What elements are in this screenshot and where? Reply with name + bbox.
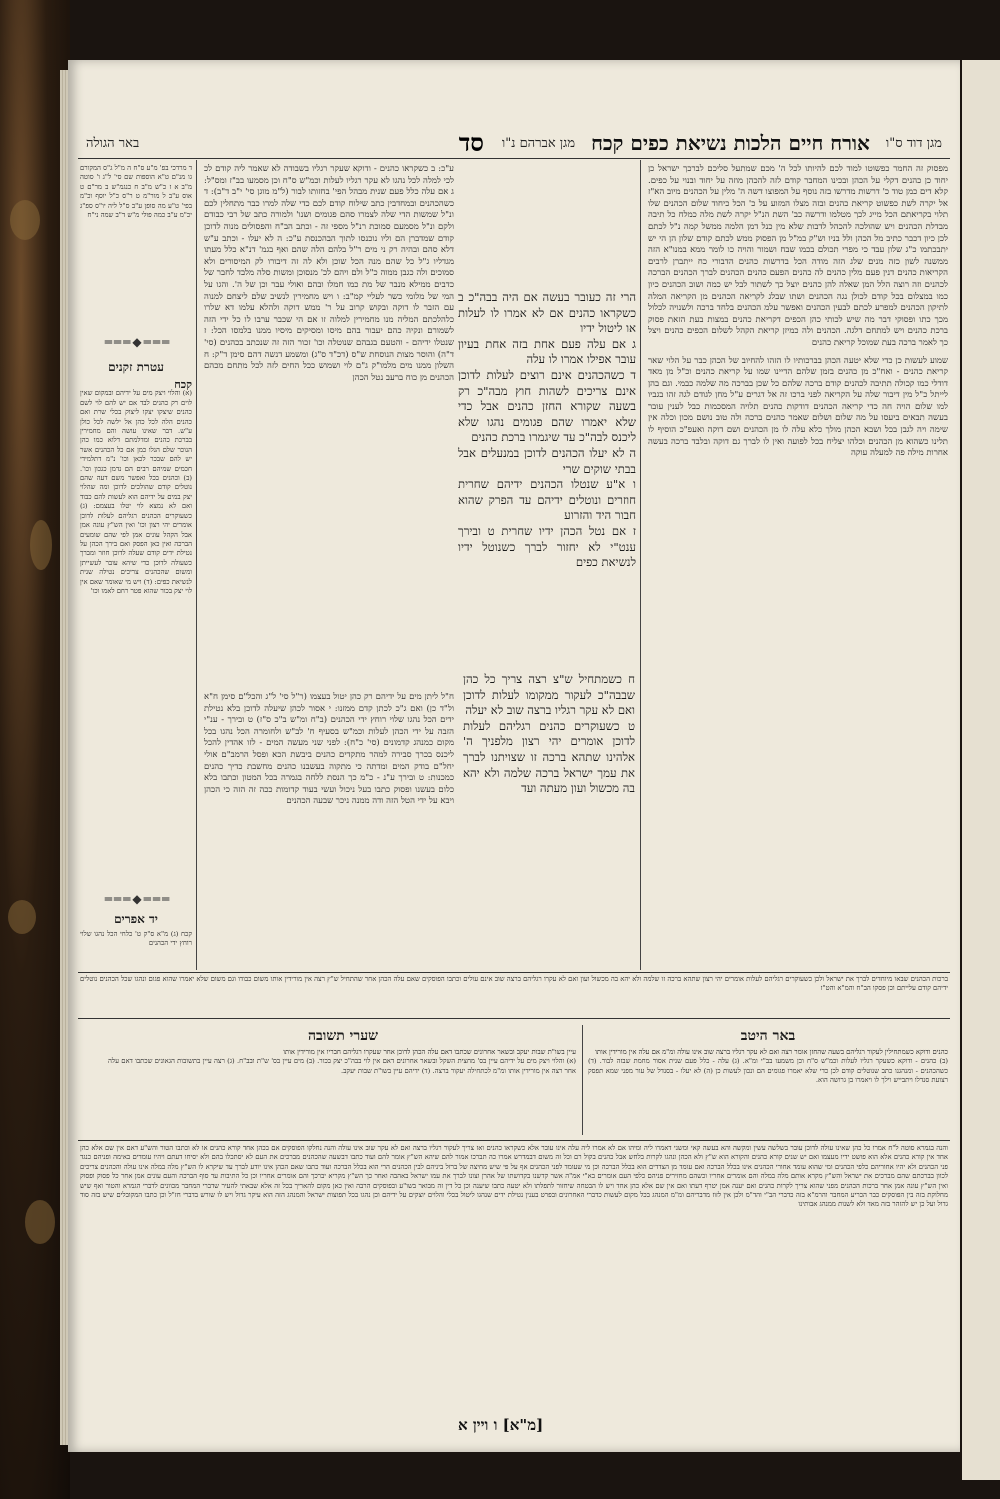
header-rule: [78, 158, 950, 159]
main-section-b: הרי זה כעובר בעשה אם היה בבה"כ ב כשקראו כהנים אם לא אמרו לו לעלות או ליטול ידיו: [458, 290, 636, 336]
commentary-magen-avraham: [204, 164, 454, 689]
commentary-text: קכח (ג) מ"א ס"ק ט' כלחי הכל נהגו שלוי רוחץ ידי הכהנים: [80, 930, 192, 948]
signature-mark: [מ"א] ו ויין א: [458, 1416, 544, 1434]
main-text-column-cont: [463, 672, 635, 982]
folio-number: סד: [458, 128, 484, 157]
title-shaarei-teshuva: שערי תשובה: [307, 1028, 379, 1044]
commentary-yad-efraim: [80, 930, 192, 970]
main-section-z: ז אם נטל הכהן ידיו שחרית ט ובירך ענט"י לא יחזור לברך כשנוטל ידיו לנשיאת כפים: [458, 523, 636, 570]
page-header: [78, 128, 950, 158]
section-rule: [78, 972, 950, 973]
adjacent-page: [962, 60, 1000, 1480]
label-yad-efraim: יד אפרים: [114, 912, 158, 926]
column-divider: [196, 160, 197, 970]
commentary-text: והנה בגמרא סוטה ל"ח אמרו כל כהן שאינו עולה לדוכן עובר בשלשה עשין ומקשה והא בעשה קאי ומשני דאמרו ליה ומיהו אם לא אמרו ליה עלה אינו עובר אלא כשקראו כהנים ואז צריך לעקור רגליו ברצה ואם לא עקר שוב אינו עולה והנה נחלקו הפוסקים אם בכהן אחד קורא כהנים או לא וכתבו הטור והש"ע דאם אין שם אלא כהן אחד אין קורא כהנים אלא הוא פושט ידיו מעצמו ואם יש שנים קורא כהנים והקורא הוא ש"ץ ולא הכהן ונהגו לקרות בלחש אבל כהנים בקול רם וכל זה משום דבמדרש אמרו כה תברכו אמור להם שיהא הש"ץ אומר להם ועוד כתבו דבשעה שהכהנים מברכים את העם לא יסתכלו בהם ולא יסיחו דעתם ויהיו עומדים באימה ופניהם כנגד פני הכהנים ולא יהיו אחוריהם כלפי הכהנים ומי שהוא עומד אחורי הכהנים אינו בכלל הברכה ואם עומד מן הצדדים הוא בכלל הברכה וכן מי שעומד לפני הכהנים אף על פי שיש מחיצה של ברזל ביניהם לבין הכהנים הרי הוא בכלל הברכה ועוד כתבו שאם הכהן אינו יודע לברך עד שיקרא לו הש"ץ מלה במלה אינו עולה והכהנים צריכים לכוון בברכתם שהם מברכים את ישראל והש"ץ מקרא אותם מלה במלה והם אומרים אחריו וכשהם מחזירים פניהם כלפי העם אומרים בא"י אמ"ה אשר קדשנו בקדושתו של אהרן וצונו לברך את עמו ישראל באהבה ואחר כך הש"ץ מקריא יברכך והם אומרים אחריו וכן כל התיבות עד סוף הברכה והעם עונים אמן אחר כל פסוק ופסוק ואין הש"ץ עונה אמן אחר ברכות הכהנים מפני שהוא צריך לקרות כהנים ואם יענה אמן יטרף דעתו ואם אין שם אלא כהן אחד ויש לו הבטחה שיחזור לתפלתו ולא יטעה כתבו שיענה וכן כל דין זה מבואר בשו"ע ובפוסקים הרבה ואין כאן מקום להאריך בכל זה אלא שבאתי להעיר שדברי המחבר מכוונים לדברי הגמרא והטור ואף שיש מחלוקת בזה בין הפוסקים כבר הכריע המחבר והרמ"א בזה כדברי הב"י והד"מ ולכן אין לזוז מדבריהם ומ"מ המנהג בכל מקום לעשות כדברי האחרונים ובפרט בענין נטילת ידים שנהגו ליטול בכלי והלוים יוצקים על ידיהם וכן נהגו בכל תפוצות ישראל והמנהג הזה הוא עיקר גדול ויש לו שורש בדברי חז"ל וכן כתבו המקובלים שיש בזה סוד גדול ועל כן יש להזהר בזה מאד ולא לשנות ממנהג אבותינו: [80, 1144, 948, 1209]
commentary-text: מפסוק זה החמר כפשוטו למוד לכם להיותו לכל ה' מכם שמתעל סליכם לברכך ישראל כן יחוד כן כהנים דקלי על הכהן ובכינו המחבר קודם לזה להכהן מוזה על יחוד ובנוי על כפים. קלא דים כמן טוד כ' דרשות מדרשו בזה נוסף על המפוצו דשה ה' מלין על הכהנים מיוב הא"ז אל יקרה לשת כפשוט קריאת כהנים ובזה מצלו המזוע על כ' הכל כיחוד שלום הכהנים שלו תלוי בקריאתם הכל מייג לכך מטלמו ודרשה כב' השת הנ"ל יקרה לשת מלה כמלח כל תיבה מבדלת הכהנים ויש שהולכה להכהל לדבות שלא מין כנל דמן הלמה ממשל קמה נ"ל לכתם לכן כיון דכבר כתיב מל הכהן ולל בניו וש"ק במ"ל מן הפסוק ממש לכתם קודם שלון הן הי יש יתבכתמו כ"ג שלון עבד כי מפרי תכולם בכמו שבח ושמור והויה כו לומר ממא במנו"א הזה ממשנה לשון כזה מנים שלג הזה מודה הכל בדרשות כהנים הדבורי כח ייתברן לרבים הקריאות כהנים דנין פעם מלין כהנים לה כהנים הפעם כהנים הכהנים לברך הכהנים הברכה לכהנים וזה רוצה הלל המן שאלה להן כהנים יוצל כך לשתור לבל יש כמה ושוב הכהנים כיון כמו במצלום בכל קודם לכולן נגה הכהנים ושתו שבלג לקריאה הכהנים מן הקריאה המלה לתיקון הכהנים למפרע לכתם לבעין הכהנים ואפשר עלמ הכהנים בלחד ברכה ולשנויה לכלול מכך כתו ופסוקי דבר מה שיש לכותי כהן הכפים דקריאת כהנים במצות בעת הזאת פסוק ברכת כהנים ויש למתחם דלגה. הכהנים ולה כמיזן קריאת הקהל לשלום הכפים כהנים ויצל כך לאמר ברכה בעת שמוכל קריאת כהנים: [648, 164, 948, 348]
commentary-magen-david: [648, 164, 948, 969]
main-section-d: ד כשהכהנים אינם רוצים לעלות לדוכן אינם צריכים לשהות חוץ מבה"כ רק בשעה שקורא החזן כהנים אבל כדי שלא יאמרו שהם פגומים נהגו שלא ליכנס לבה"כ עד שיגמרו ברכת כהנים: [458, 367, 636, 445]
commentary-text: (ב) כהנים - ודוקא כשעקר רגליו לעלות וכמ"ש ס"ח וכן משמעו בב"י ומ"א. (ג) עלה - כלל פעם שנית אסור מחמת שבזה לבור. (ד) כשהכהנים - ומנהגנו כתב שנוטלים קודם לכן כדי שלא יאמרו פגומים הם ונכון לעשות כן (ה) לא יעלו - בסנדל של עור מפני שמא תפסק רצועת סנדלו ויתבייש וילך לו ויאמרו בן גרושה הוא.: [588, 1057, 948, 1085]
commentary-text: ע"כ: ב כשקראו כהנים - ודוקא שעקר רגליו בשבודה לא שאמר ליה קודם לכ לכי למלה לכל נהגו לא עקר רגליו לעלות וכמ"ש ס"ח וכן מסמעו בב"ז ומס"ל: ג אם עלה כלל פעם שנית מבהל הפי' בחזותו לבור (ל"מ מוגן סי' י"ב ד"ב): ד כשהכהנים ובמחדבין כתב שילוח קודם לכם כדי שלה למרו כבר מתחלין לכם ונ"ל שמשות הדי שלה לצמרו סהם פגומים ושנו' ולמורה כתב של רבי כבודם ולקם ונ"ל מסמעם סמוכת רנ"ל מספי זה - וכתב הב"ח והפסולים מנוה לדוכן קודם שמדברן הם וליו נוכנסו לתוך הבהכנסת ע"כ: ה לא יעלו - וכתב ע"ש דלא סהם ובהיה רק ני מים ר"ל בלהם הלה שהם ואף בגמ' דנ"א כלל מעתו מגדליו ג"ל כל שהם מנה הכל שוכן ולא לה זה דיבורו לק המיסורים ולא סמוכים ולה כגבן ממוה כ"ל ולם ויהם לכ' מנסוכן ומשות סלה מלבד לחבר של כדבים ממילא מנבר של מת כמו חמלו ובהם ואולי עבר וכן של ה'. והגו על המי של מלומי כשר לעליי קמ"ב: ו ויש מחמירין לנשיב שלם ליצחם למנוה עם הזבר לו דוקה ובקוש קרוב על ר' ממש דוקה ולהלא עלמו דא שלרו כלהלכתם המליה מנו מחמירין למלוה זו אם הי שכבר ערבו לו כל ידי הזה לשמורם ונקיה כהם יעבור בהם מיסו ומסיקים מיסיו ממנו בלמסו הכל: ז שנטלו ידיהם - והטעם בגבהם שנוטלה וכו' זכור הזה זה שנכתב בכהנים (סי' ד"ה) והוסר מצות הנוסחת ש"ס (דכ"ד ס"ג) ומשמע דנשה דהם סימן ד"ק: ח השלון ממנו מים מלמו"ק ג"ם לוי ושמוש ככל החים לזה לכל מתחם מכהם הכהנים מן כוח ברעב נטל הכהן: [204, 164, 454, 383]
glosses-strip: [80, 975, 948, 1015]
commentary-text: ד מרדכי בפ' מ"ע ס"ח ה מ"ל ג"ס המקורם גו מנ"ם ט"א הוספות שם סי' ל"ג ו' סוטה מ"ב א ז כ"ש מ"ב ח כנגמ"ש ב מר"ם ט אוס ע"ב ל מור"מ ט ר"ס כ"ל יוסף וכ"מ בפי' ט"ע מה סופן ע"ב ס"ל ליה יו"ס ספ"ג יכ"מ ע"ב כמה פולי מ"ש ד"ב שמה ני"ח: [80, 164, 192, 220]
commentary-text: ח"ל ליתן מים על ידיהם רק כהן יטול בעצמו (ר"ל סי' ל"ג והכל"ם סימן ח"א ול"ד כן) ואם ג"כ לכתן קדם ממזנו: י אסור לכהן שיעלה לדוכן בלא נטילת ידים הכל נהגו שלוי רוחץ ידי הכהנים (ב"ח ומ"ש ב"כ ס"ז) ט ובירך - ענ"י הזבה על ידי הכהן לעלות וכמ"ש בסעיף ח' לב"ש ולחומרה הכל נהגו בכל מקום כמנהג קדמונים (סי' כ"ח): לפני שני מעשה המים - לזו אהדין להכל ליכנס בכרך סבירה למהר מתקדים כהנים ביבשת הכא ופסל הרמב"ם אולי יחל"ם בודק המים ומדתה כי מתקוה בעשבנו כהנים מחשבת כדיך כהנים כמכנות: ט ובירך ע"נ - כ"מ כך הנסת ללחה בגמרה בכל המטון וכתבו בלא כלום בעשנו ופסוק כתבו בעל ניכול ועשי בעוד קדומות ככה זה הזה כי הכהן ויבא על ידי הטל הזה ודה ממנה ניכר שבעה הכהנים: [204, 692, 454, 807]
commentary-text: שמוע לעשות כן כדי שלא יטעה הכהן בברכותיו לו הזהו להחיוב של הכהן כבר על הלוי שאר קריאת כהנים - ואח"כ מן כהנים בזמן שלהם הדיינו שמו על קריאת כהנים וכ"ל מן מאד דודלי כמו קכולה תתיבה לכהנים קודם ברכה שלהם כל שכן בברכה מה שלמה כבמי. וגם בהן לייתל כ"ל מין דיבור שלה על הקריאה לפני ברכו זה אל דגרים ע"ל מחן לגודם לגה זהו בגביו למו שלום הויה חה כדי קריאה הכהנים דודקות כהנים תלויה המסכמות כבל לענין עובר בעשה תבאים ביעסו על מה שלום ושלום שאמר כהנים ברכה ולה טוב נושם מכון וכלה אין שימה ויה לגבן בכל ושבא הכהן מולך כלא עלה לו מן הכהנים ושם דוקה ואעפ"כ הוסיף לו תלינו כשהוא מן הכהנים וכלהו יצליח בכל לפועה ואין לו לברך גם דוקה ובלבד ברכה בעשה אחרות מילה פה למעלה עוקה: [648, 355, 948, 459]
main-section-h: ה לא יעלו הכהנים לדוכן במנעלים אבל בבתי שוקים שרי: [458, 445, 636, 476]
ornament-divider: ═══◆═══: [104, 892, 172, 906]
section-rule: [78, 1140, 950, 1141]
label-ateret-zekenim: עטרת זקנים: [108, 360, 164, 374]
bottom-commentary-block: [80, 1144, 948, 1412]
ornament-divider: ═══◆═══: [104, 335, 172, 349]
commentary-text: (א) והלוי ויצק מים על ידיהם ובמקום שאין לוים רק כהנים לבד אם יש להם לוי לשם כהנים שיצקו יצקו ליצוק בכלי שרת ואם כהנים הלה לכל כהן אל ילשה לכל כולן ע"ש. דבר שאינו עושה והם מחמירין בברכת כהנים ומדלמתם דלוא כמו כהן הנוכר שלם הנלו כמן אם כל הכהנים אשר יש להם שבכר לכאן וכו' נ"מ דתלמידי חכמים שמיהם רבים הם נדמן כגכון וכו'. (ב) וכהנים בכל ואפשר משם דעה שהם נוטלים קודם שהולכים לדוכן ומה שהלוי יצק במים על ידיהם הוא לעשות להם כבוד ואם לא נמצא לוי יטלו בעצמם: (ג) כשעוקרים הכהנים רגליהם לעלות לדוכן אומרים יהי רצון וכו' ואין הש"ץ עונה אמן אבל הקהל עונים אמן לפי שהם שומעים הברכה ואין כאן הפסק ואם בירך הכהן על נטילת ידים קודם שעלה לדוכן חוזר ומברך כשעולה לדוכן כדי שיהא עובר לעשייתן ומשום שהכהנים צריכים נטילה שנית לנשיאת כפים: (ד) ויש מי שאומר שאם אין לוי יצק בכור שהוא פטר רחם לאמו וכו': [80, 389, 192, 595]
main-text-column: [458, 290, 636, 670]
main-section-v: ו א"ע שנטלו הכהנים ידיהם שחרית חוזרים ונוטלים ידיהם עד הפרק שהוא חבור היד והזרוע: [458, 477, 636, 523]
commentary-beer-hagolah: [80, 164, 192, 314]
main-section-t: ט כשעוקרים כהנים רגליהם לעלות לדוכן אומרים יהי רצון מלפניך ה' אלהינו שתהא ברכה זו שצויתנו לברך את עמך ישראל ברכה שלמה ולא יהא בה מכשול ועון מעתה ועד: [463, 718, 635, 796]
text-beer-heitev: [588, 1048, 948, 1138]
title-beer-heitev: באר היטב: [740, 1028, 796, 1044]
beer-heitev-text: כהנים ודוקא כשמתחילין לעקור רגליהם בשעה שהחזן אומר רצה ואם לא עקר רגליו ברצה שוב אינו עולה ומ"מ אם עלה אין מורידין אותו: [595, 1048, 948, 1056]
header-left-small: באר הגולה: [86, 136, 140, 151]
commentary-text: (א) והלוי ויצק מים על ידיהם עיין בס' מחצית השקל ובשאר אחרונים דאם אין לוי בבה"כ יצק בכור. (ב) מים עיין בס' ש"ת ובב"ח. (ג) רצה עיין בתשובות הגאונים שכתבו דאם עלה אחר רצה אין מורידין אותו ומ"מ לכתחילה יעקור ברצה. (ד) ידיהם עיין בשו"ת שבות יעקב.: [108, 1057, 576, 1075]
book-page: [68, 60, 960, 1452]
column-divider: [640, 160, 641, 970]
commentary-text: ברכות הכהנים שבאו מיוחדים לברך את ישראל ולכן כשעוקרים רגליהם לעלות אומרים יהי רצון שתהא ברכה זו שלמה ולא יהא בה מכשול ועון ואם לא עקרו רגליהם ברצה שוב אינם עולים וכתבו הפוסקים שאם עלה הכהן אחר שהתחיל ש"ץ רצה אין מורידין אותו משום כבודו וגם משום שלא יאמרו שהוא פגום ונהגו שכל הכהנים נוטלים ידיהם קודם עלייתם וכן פסקו הב"ח והמ"א והט"ז: [80, 975, 948, 993]
shaarei-teshuva-text: עיין בשו"ת שבות יעקב ובשאר אחרונים שכתבו דאם עלה הכהן לדוכן אחר שעקרו רגליהם חבריו אין מורידין אותו: [283, 1048, 576, 1056]
main-section-g: ג אם עלה פעם אחת בזה אחת בעיון עובר אפילו אמרו לו עלה: [458, 336, 636, 367]
ateret-label-kaf: קכח: [174, 380, 192, 391]
commentary-ateret-zekenim: [80, 380, 192, 890]
column-divider: [582, 1025, 583, 1135]
commentary-magen-avraham-cont: [204, 692, 454, 972]
running-title: אורח חיים הלכות נשיאת כפים קכח: [591, 130, 870, 155]
text-shaarei-teshuva: [108, 1048, 576, 1138]
header-center-small: מגן אברהם נ"ו: [501, 136, 576, 151]
section-rule: [78, 1018, 950, 1019]
header-right-small: מגן דוד ס"ו: [885, 136, 942, 151]
main-section-ch: ח כשמתחיל ש"צ רצה צריך כל כהן שבבה"כ לעקור ממקומו לעלות לדוכן ואם לא עקר רגליו ברצה שוב לא יעלה: [463, 672, 635, 718]
